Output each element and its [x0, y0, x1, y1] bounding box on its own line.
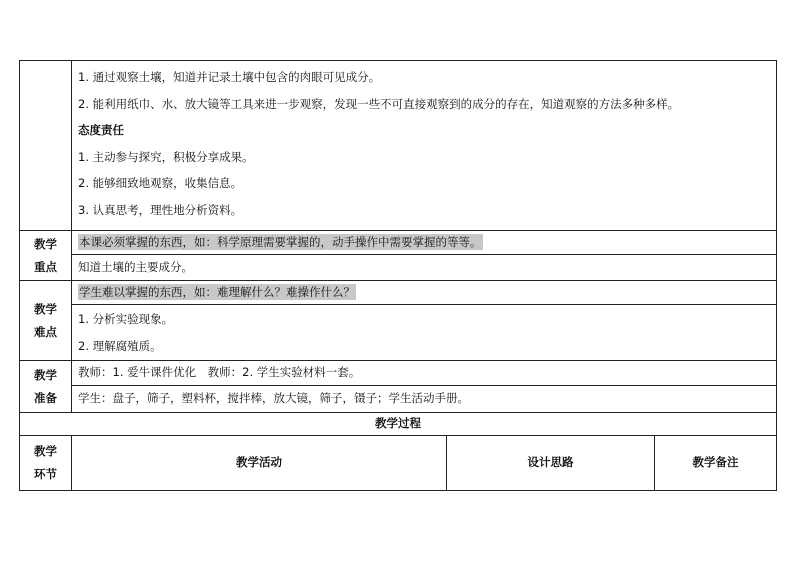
attitude-heading: 态度责任	[78, 123, 124, 137]
difficulties-label-top: 教学	[34, 301, 57, 316]
objective-line-2: 2. 能利用纸巾、水、放大镜等工具来进一步观察，发现一些不可直接观察到的成分的存在，知道观察的方法多种多样。	[78, 96, 680, 111]
process-title-cell	[20, 413, 777, 436]
key-points-label-bottom: 重点	[34, 259, 57, 274]
preparation-label-top: 教学	[34, 367, 57, 382]
difficulties-content-row	[20, 305, 777, 361]
objectives-row	[20, 61, 777, 231]
difficulties-hint-cell	[72, 281, 777, 305]
preparation-students: 学生：盘子，筛子，塑料杯，搅拌棒，放大镜，筛子，镊子；学生活动手册。	[78, 391, 469, 406]
key-points-hint: 本课必须掌握的东西，如：科学原理需要掌握的，动手操作中需要掌握的等等。	[79, 234, 482, 249]
attitude-line-3: 3. 认真思考，理性地分析资料。	[78, 202, 243, 217]
preparation-students-cell	[72, 386, 777, 413]
preparation-label-bottom: 准备	[34, 390, 57, 405]
process-title: 教学过程	[375, 416, 421, 431]
difficulties-content-cell	[72, 305, 777, 361]
attitude-line-1: 1. 主动参与探究，积极分享成果。	[78, 149, 254, 164]
objective-line-1: 1. 通过观察土壤，知道并记录土壤中包含的肉眼可见成分。	[78, 70, 381, 84]
key-points-hint-row	[20, 231, 777, 255]
difficulties-hint-row	[20, 281, 777, 305]
process-col-stage-bottom: 环节	[34, 467, 57, 481]
process-col-design: 设计思路	[447, 436, 655, 491]
key-points-hint-cell	[72, 231, 777, 255]
preparation-label	[20, 361, 72, 413]
difficulty-item-1: 1. 分析实验现象。	[78, 312, 174, 326]
key-points-label	[20, 231, 72, 281]
preparation-teacher-cell	[72, 361, 777, 386]
key-points-label-top: 教学	[34, 236, 57, 251]
difficulty-item-2: 2. 理解腐殖质。	[78, 338, 162, 353]
attitude-line-2: 2. 能够细致地观察，收集信息。	[78, 176, 243, 190]
difficulties-hint: 学生难以掌握的东西，如：难理解什么？难操作什么？	[79, 284, 355, 299]
key-points-content-cell	[72, 255, 777, 281]
key-points-content: 知道土壤的主要成分。	[78, 259, 193, 274]
preparation-students-row	[20, 386, 777, 413]
process-col-notes: 教学备注	[655, 436, 777, 491]
key-points-content-row	[20, 255, 777, 281]
lesson-plan-table	[19, 60, 777, 491]
preparation-teacher-row	[20, 361, 777, 386]
preparation-teacher: 教师：1. 爱牛课件优化 教师：2. 学生实验材料一套。	[78, 365, 361, 380]
objectives-label-cell	[20, 61, 72, 231]
process-col-stage	[20, 436, 72, 491]
process-col-stage-top: 教学	[34, 444, 57, 458]
difficulties-label-bottom: 难点	[34, 324, 57, 339]
process-header-row	[20, 436, 777, 491]
objectives-content-cell	[72, 61, 777, 231]
process-col-activity: 教学活动	[72, 436, 447, 491]
process-title-row	[20, 413, 777, 436]
difficulties-label	[20, 281, 72, 361]
